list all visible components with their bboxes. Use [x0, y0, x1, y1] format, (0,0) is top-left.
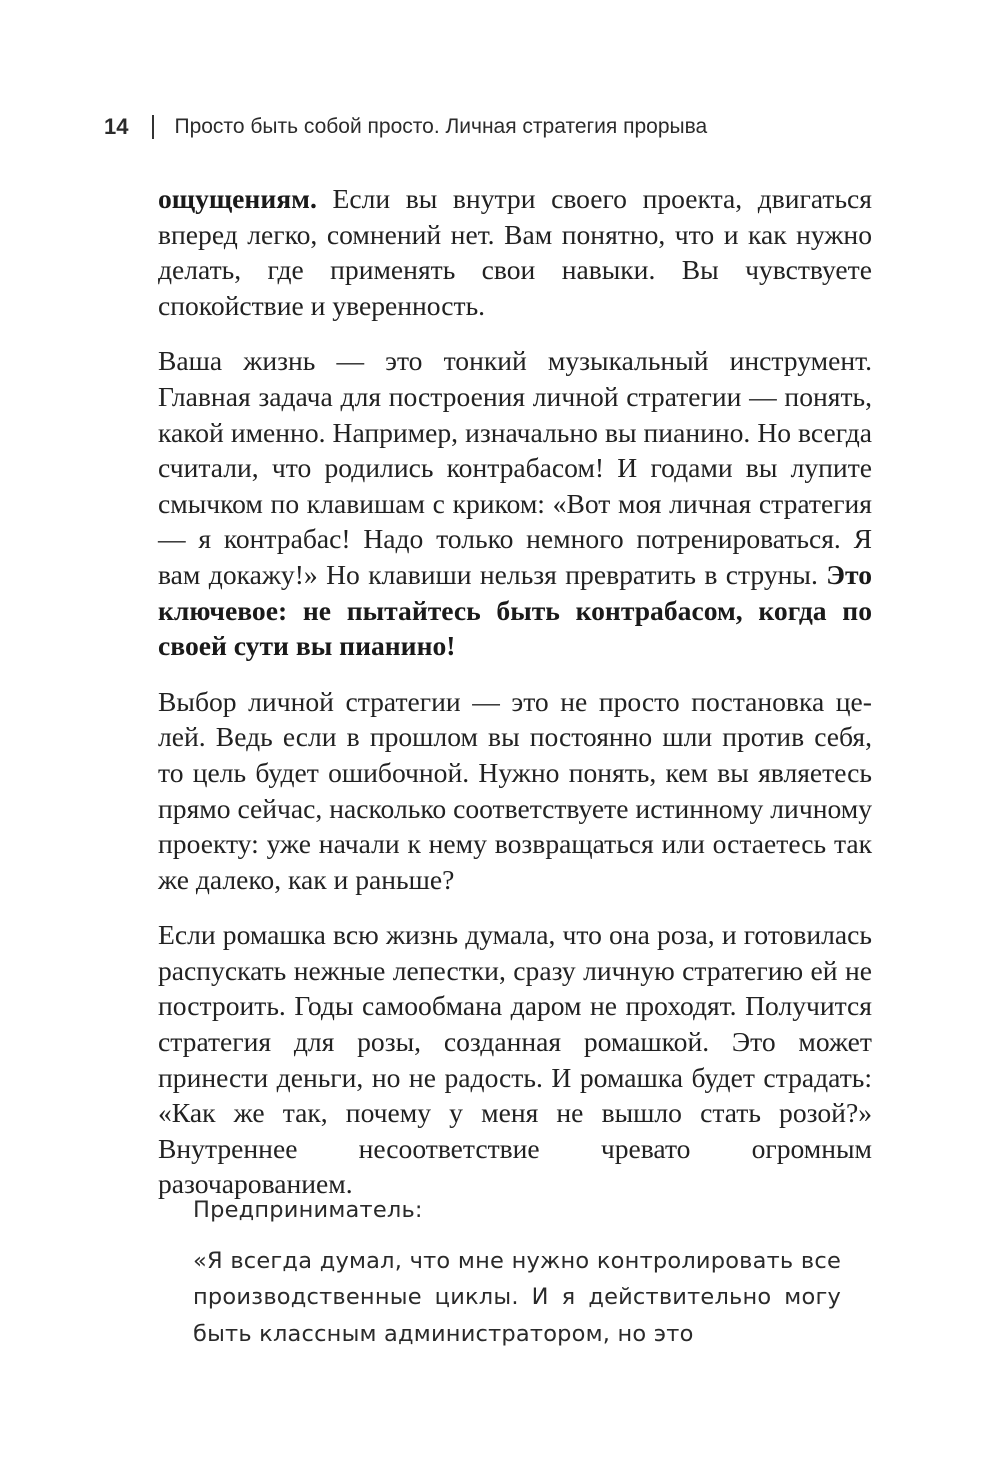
- book-title: Просто быть собой просто. Личная стратегия прорыва: [174, 115, 708, 138]
- paragraph-3: Выбор личной стратегии — это не просто постановка целей. Ведь если в прошлом вы постоянно шли против себя, то цель будет ошибочной. Нужно понять, кем вы являетесь прямо сейчас, насколько соответствуете истинному личному проекту: уже начали к нему возвращаться или остаетесь так же далеко, как и раньше?: [158, 685, 872, 895]
- paragraph-2-text: Ваша жизнь — это тонкий музыкальный инструмент. Главная задача для построения личной стратегии — понять, какой именно. Например, изначально вы пианино. Но всегда считали, что родились контрабасом! И годами вы лупите смычком по клавишам с криком: «Вот моя личная стратегия — я контрабас! Надо только немного потренироваться. Я вам докажу!» Но клавиши нельзя превратить в струны.: [158, 345, 872, 590]
- paragraph-1-text: Если вы внутри своего проекта, двигаться вперед легко, сомнений нет. Вам понятно, что и как нужно делать, где применять свои навыки. Вы чувствуете спокойствие и уверенность.: [158, 183, 872, 321]
- paragraph-4: Если ромашка всю жизнь думала, что она роза, и готовилась распускать нежные лепестки, сразу личную стратегию ей не построить. Годы самообмана даром не проходят. Получится стратегия для розы, созданная ромашкой. Это может принести деньги, но не радость. И ромашка будет страдать: «Как же так, почему у меня не вышло стать розой?» Внутреннее несоответствие чревато огромным разочарованием.: [158, 919, 872, 1200]
- quote-text: «Я всегда думал, что мне нужно контролировать все производственные циклы. И я действительно могу быть классным администратором, но это: [193, 1247, 841, 1347]
- page-number: 14: [104, 114, 129, 139]
- paragraph-1-bold-lead: ощущениям.: [158, 183, 317, 214]
- header-divider: [152, 115, 154, 139]
- quote-speaker: Предприниматель:: [193, 1197, 423, 1223]
- paragraph-2: [158, 343, 872, 663]
- main-text: [158, 181, 872, 1222]
- paragraph-1: [158, 181, 872, 323]
- running-header: [104, 114, 707, 140]
- quote-block: [193, 1192, 841, 1366]
- paragraph-2-bold-key: Это ключевое: не пытайтесь быть контрабасом, когда по своей сути вы пианино!: [158, 558, 872, 662]
